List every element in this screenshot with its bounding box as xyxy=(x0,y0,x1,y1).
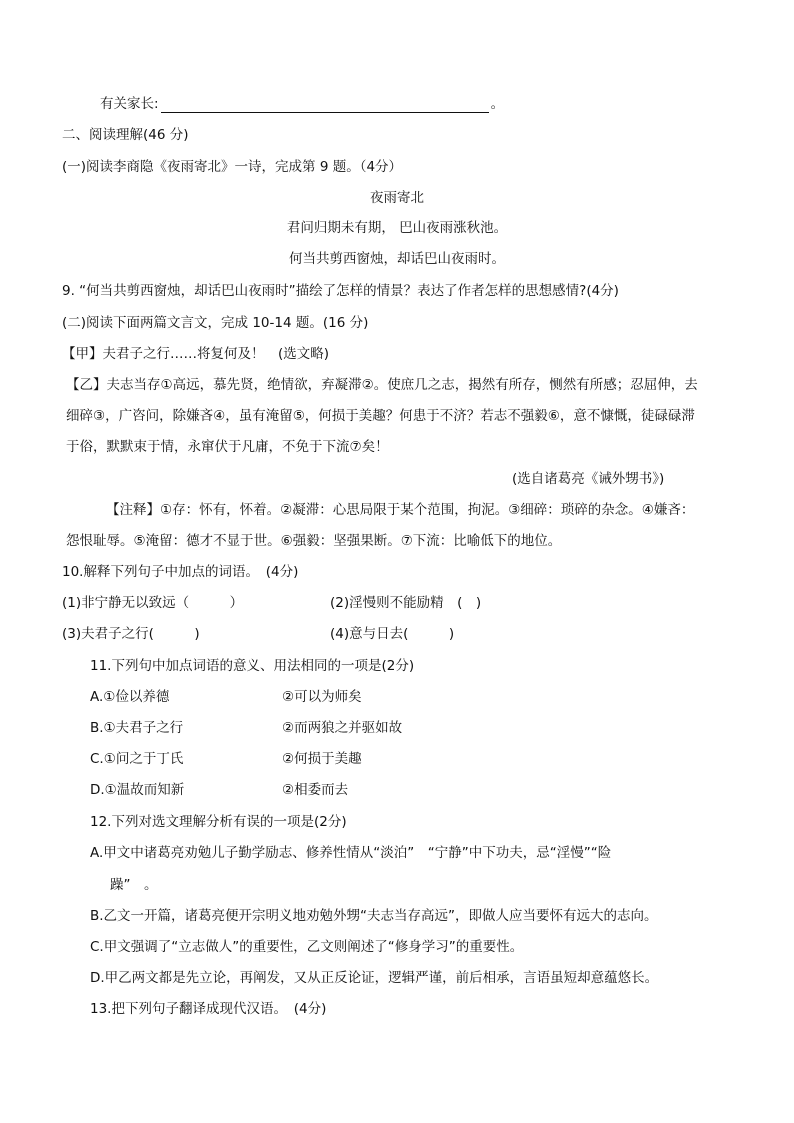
section-heading-reading: 二、阅读理解(46 分) xyxy=(62,127,189,143)
passage-yi-line-2: 细碎③，广咨问，除嫌吝④，虽有淹留⑤，何损于美趣？何患于不济？若志不强毅⑥，意不慷慨，徒碌碌滞 xyxy=(66,408,695,424)
question-10-item-1: (1)非宁静无以致远（ ） xyxy=(62,595,244,611)
question-13: 13.把下列句子翻译成现代汉语。 (4分) xyxy=(90,1001,327,1017)
period: 。 xyxy=(490,96,505,112)
question-11-option-d-1: D.①温故而知新 xyxy=(90,782,185,798)
question-11-option-a-1: A.①俭以养德 xyxy=(90,689,170,705)
passage-jia: 【甲】夫君子之行……将复何及！ (选文略) xyxy=(62,346,330,362)
question-11-option-b-2: ②而两狼之并驱如故 xyxy=(282,720,403,736)
question-12-option-a-line-2: 躁” 。 xyxy=(110,877,158,893)
annotation-line-2: 怨恨耻辱。⑤淹留：德才不显于世。⑥强毅：坚强果断。⑦下流：比喻低下的地位。 xyxy=(66,533,562,549)
poem-line-2: 何当共剪西窗烛，却话巴山夜雨时。 xyxy=(289,251,505,267)
annotation-line-1: 【注释】①存：怀有，怀着。②凝滞：心思局限于某个范围，拘泥。③细碎：琐碎的杂念。④嫌吝： xyxy=(106,502,695,518)
passage-yi-line-1: 【乙】夫志当存①高远，慕先贤，绝情欲，弃凝滞②。使庶几之志，揭然有所存，恻然有所感；忍屈伸，去 xyxy=(66,377,698,393)
question-11-option-c-2: ②何损于美趣 xyxy=(282,751,362,767)
question-12: 12.下列对选文理解分析有误的一项是(2分) xyxy=(90,814,347,830)
subsection-poem-instruction: (一)阅读李商隐《夜雨寄北》一诗，完成第 9 题。（4分） xyxy=(62,159,403,175)
poem-title: 夜雨寄北 xyxy=(370,190,424,206)
question-11-option-d-2: ②相委而去 xyxy=(282,782,349,798)
passage-source: (选自诸葛亮《诫外甥书》) xyxy=(512,471,665,487)
signature-blank[interactable] xyxy=(161,98,489,113)
question-12-option-d: D.甲乙两文都是先立论，再阐发，又从正反论证，逻辑严谨，前后相承，言语虽短却意蕴悠长。 xyxy=(90,970,659,986)
question-11-option-a-2: ②可以为师矣 xyxy=(282,689,362,705)
question-10-item-3: (3)夫君子之行( ) xyxy=(62,626,200,642)
subsection-classical-instruction: (二)阅读下面两篇文言文，完成 10-14 题。(16 分) xyxy=(62,315,369,331)
question-10-item-2: (2)淫慢则不能励精 ( ) xyxy=(330,595,482,611)
question-12-option-b: B.乙文一开篇，诸葛亮便开宗明义地劝勉外甥“夫志当存高远”，即做人应当要怀有远大的志向。 xyxy=(90,908,658,924)
question-10: 10.解释下列句子中加点的词语。 (4分) xyxy=(62,564,299,580)
question-12-option-a-line-1: A.甲文中诸葛亮劝勉儿子勤学励志、修养性情从“淡泊” “宁静”中下功夫，忌“淫慢”“险 xyxy=(90,845,612,861)
question-9: 9. “何当共剪西窗烛，却话巴山夜雨时”描绘了怎样的情景？表达了作者怎样的思想感情?(4分) xyxy=(62,283,619,299)
question-11: 11.下列句中加点词语的意义、用法相同的一项是(2分) xyxy=(90,658,415,674)
parent-signature-line xyxy=(100,95,504,113)
passage-yi-line-3: 于俗，默默束于情，永窜伏于凡庸，不免于下流⑦矣！ xyxy=(66,439,389,455)
question-10-item-4: (4)意与日去( ) xyxy=(330,626,455,642)
poem-line-1: 君问归期未有期， 巴山夜雨涨秋池。 xyxy=(286,220,508,236)
question-11-option-c-1: C.①问之于丁氏 xyxy=(90,751,184,767)
question-12-option-c: C.甲文强调了“立志做人”的重要性，乙文则阐述了“修身学习”的重要性。 xyxy=(90,939,524,955)
question-11-option-b-1: B.①夫君子之行 xyxy=(90,720,184,736)
parent-label: 有关家长: xyxy=(100,96,159,112)
